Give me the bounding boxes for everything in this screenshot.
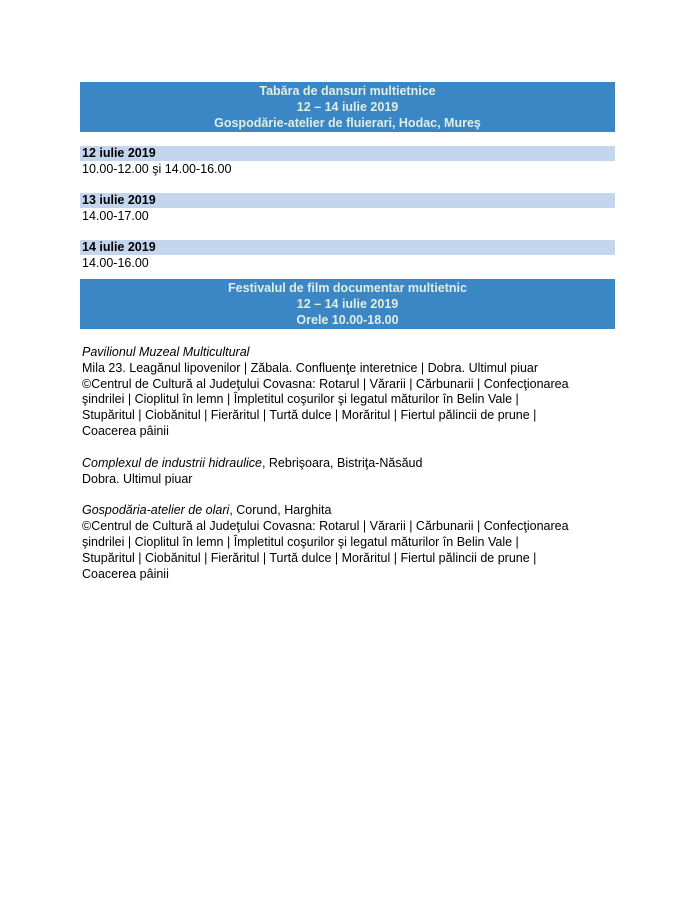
- film-line: ©Centrul de Cultură al Judeţului Covasna: Rotarul | Vărarii | Cărbunarii | Confecţionarea: [82, 519, 569, 534]
- venue-name: Complexul de industrii hidraulice: [82, 455, 262, 470]
- venue-block: [80, 345, 615, 440]
- day-date: 14 iulie 2019: [80, 240, 615, 255]
- film-line: Stupăritul | Ciobănitul | Fierăritul | Turtă dulce | Morăritul | Fiertul pălincii de prune |: [82, 408, 537, 423]
- film-line: Mila 23. Leagănul lipovenilor | Zăbala. Confluenţe interetnice | Dobra. Ultimul piuar: [82, 360, 539, 375]
- film-line: Stupăritul | Ciobănitul | Fierăritul | Turtă dulce | Morăritul | Fiertul pălincii de prune |: [82, 550, 537, 565]
- film-line: şindrilei | Cioplitul în lemn | Împletitul coşurilor şi legatul măturilor în Belin Vale |: [82, 534, 519, 549]
- dance-camp-banner: [80, 82, 615, 132]
- venue-name: Gospodăria-atelier de olari: [82, 503, 230, 518]
- film-festival-hours: Orele 10.00-18.00: [296, 313, 399, 327]
- film-line: Dobra. Ultimul piuar: [82, 471, 193, 486]
- film-line: Coacerea pâinii: [82, 566, 169, 581]
- day-date: 13 iulie 2019: [80, 193, 615, 208]
- venue-name: Pavilionul Muzeal Multicultural: [82, 345, 250, 359]
- film-festival-banner: [80, 279, 615, 329]
- day-block: [80, 240, 615, 271]
- day-date: 12 iulie 2019: [80, 146, 615, 161]
- day-block: [80, 146, 615, 177]
- dance-camp-location: Gospodărie-atelier de fluierari, Hodac, Mureş: [214, 116, 481, 130]
- day-time: 14.00-17.00: [82, 209, 149, 223]
- film-festival-title: Festivalul de film documentar multietnic: [228, 281, 467, 295]
- film-festival-dates: 12 – 14 iulie 2019: [296, 297, 399, 311]
- film-line: Coacerea pâinii: [82, 423, 169, 438]
- venue-block: [80, 503, 615, 582]
- day-block: [80, 193, 615, 224]
- film-line: ©Centrul de Cultură al Judeţului Covasna: Rotarul | Vărarii | Cărbunarii | Confecţionarea: [82, 376, 569, 391]
- day-time: 14.00-16.00: [82, 256, 149, 270]
- day-time: 10.00-12.00 şi 14.00-16.00: [82, 162, 232, 176]
- venue-place: , Rebrişoara, Bistriţa-Năsăud: [261, 455, 423, 470]
- dance-camp-dates: 12 – 14 iulie 2019: [296, 100, 399, 114]
- document-page: [80, 82, 615, 582]
- film-line: şindrilei | Cioplitul în lemn | Împletitul coşurilor şi legatul măturilor în Belin Vale |: [82, 392, 519, 407]
- venue-block: [80, 456, 615, 488]
- dance-camp-title: Tabăra de dansuri multietnice: [259, 84, 436, 98]
- venue-place: , Corund, Harghita: [229, 503, 332, 518]
